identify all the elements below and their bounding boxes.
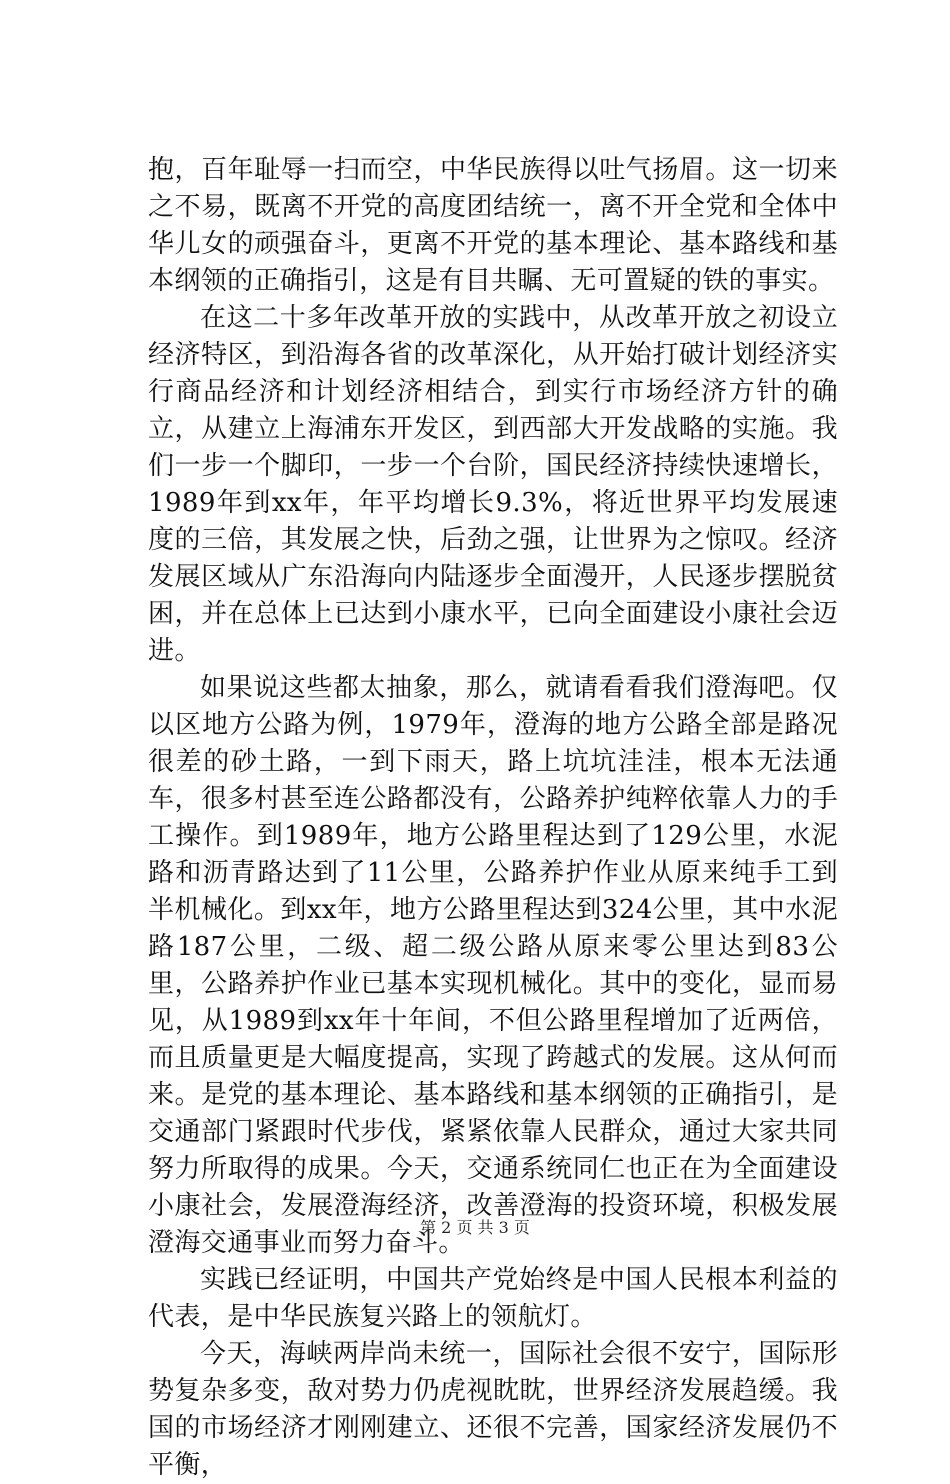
paragraph-5: 今天，海峡两岸尚未统一，国际社会很不安宁，国际形势复杂多变，敌对势力仍虎视眈眈，世界经济发展趋缓。我国的市场经济才刚刚建立、还很不完善，国家经济发展仍不平衡， — [148, 1339, 838, 1480]
paragraph-4: 实践已经证明，中国共产党始终是中国人民根本利益的代表，是中华民族复兴路上的领航灯。 — [148, 1265, 838, 1332]
document-body — [148, 152, 838, 1484]
page-number-label: 第 2 页 共 3 页 — [420, 1218, 530, 1237]
page-footer — [0, 1218, 950, 1238]
paragraph-2: 在这二十多年改革开放的实践中，从改革开放之初设立经济特区，到沿海各省的改革深化，从开始打破计划经济实行商品经济和计划经济相结合，到实行市场经济方针的确立，从建立上海浦东开发区，到西部大开发战略的实施。我们一步一个脚印，一步一个台阶，国民经济持续快速增长，1989年到xx年，年平均增长9.3%，将近世界平均发展速度的三倍，其发展之快，后劲之强，让世界为之惊叹。经济发展区域从广东沿海向内陆逐步全面漫开，人民逐步摆脱贫困，并在总体上已达到小康水平，已向全面建设小康社会迈进。 — [148, 303, 838, 666]
paragraph-3: 如果说这些都太抽象，那么，就请看看我们澄海吧。仅以区地方公路为例，1979年，澄海的地方公路全部是路况很差的砂土路，一到下雨天，路上坑坑洼洼，根本无法通车，很多村甚至连公路都没有，公路养护纯粹依靠人力的手工操作。到1989年，地方公路里程达到了129公里，水泥路和沥青路达到了11公里，公路养护作业从原来纯手工到半机械化。到xx年，地方公路里程达到324公里，其中水泥路187公里，二级、超二级公路从原来零公里达到83公里，公路养护作业已基本实现机械化。其中的变化，显而易见，从1989到xx年十年间，不但公路里程增加了近两倍，而且质量更是大幅度提高，实现了跨越式的发展。这从何而来。是党的基本理论、基本路线和基本纲领的正确指引，是交通部门紧跟时代步伐，紧紧依靠人民群众，通过大家共同努力所取得的成果。今天，交通系统同仁也正在为全面建设小康社会，发展澄海经济，改善澄海的投资环境，积极发展澄海交通事业而努力奋斗。 — [148, 673, 838, 1258]
paragraph-1: 抱，百年耻辱一扫而空，中华民族得以吐气扬眉。这一切来之不易，既离不开党的高度团结统一，离不开全党和全体中华儿女的顽强奋斗，更离不开党的基本理论、基本路线和基本纲领的正确指引，这是有目共瞩、无可置疑的铁的事实。 — [148, 155, 838, 296]
